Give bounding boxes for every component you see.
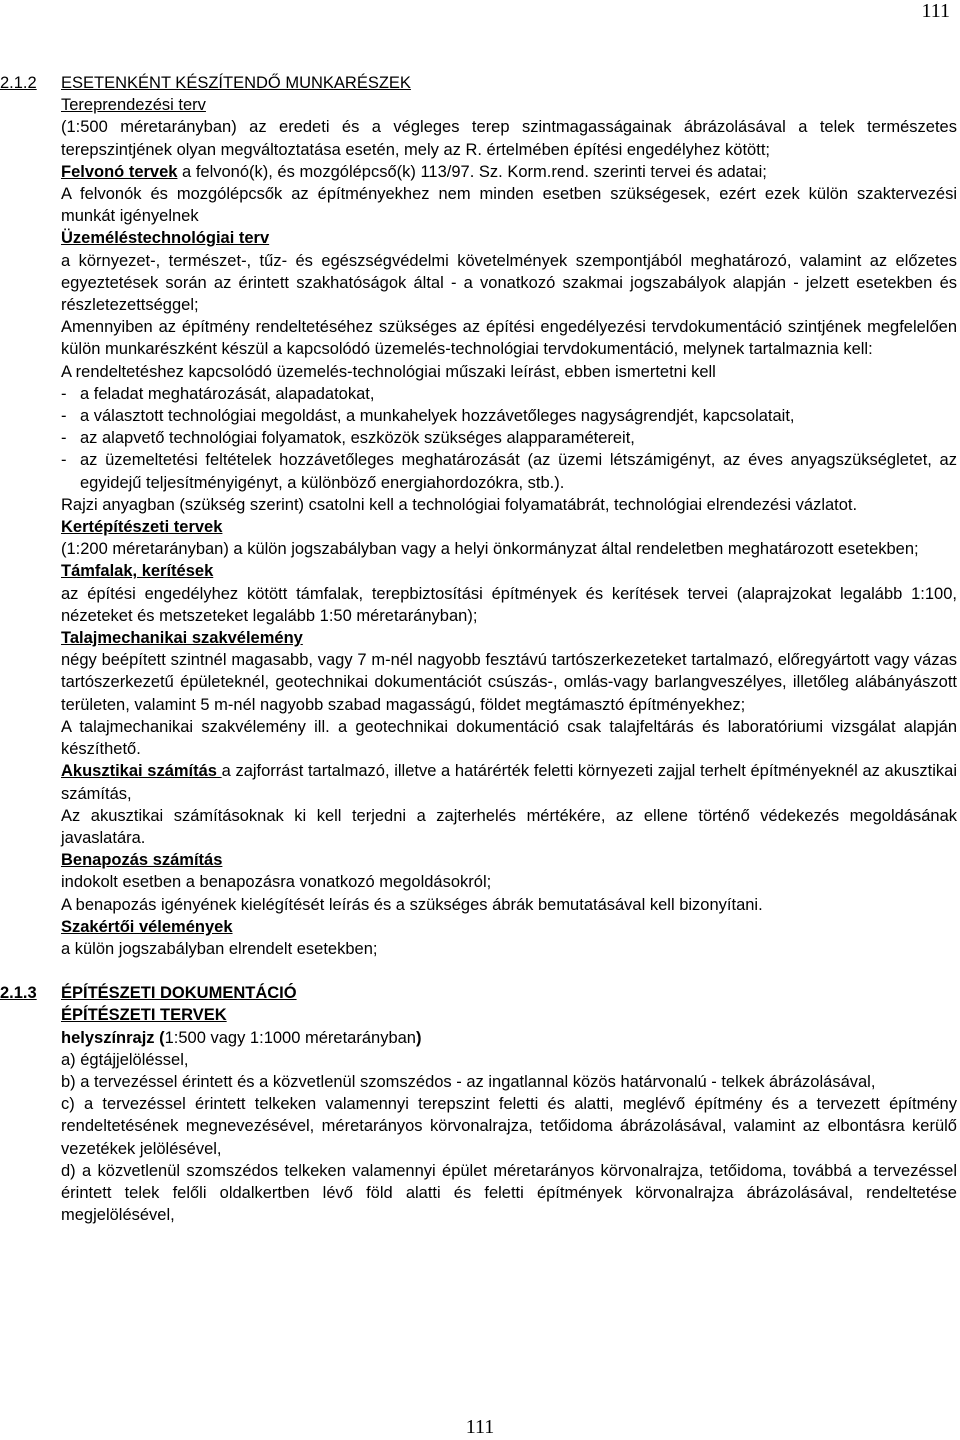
helyszinrajz-item: b) a tervezéssel érintett és a közvetlenül szomszédos - az ingatlannal közös határvonalú - telkek ábrázolásával, [61,1072,876,1091]
felvono-text: a felvonó(k), és mozgólépcső(k) 113/97. Sz. Korm.rend. szerinti tervei és adatai; [177,162,767,181]
tamfal-heading [0,560,960,582]
helyszinrajz-heading [0,1027,960,1049]
helyszinrajz-close: ) [415,1028,422,1047]
talaj-heading [0,627,960,649]
list-dash: - [61,429,67,448]
list-item-text: a feladat meghatározását, alapadatokat, [80,384,375,403]
list-item-text: az alapvető technológiai folyamatok, eszközök szükséges alapparamétereit, [80,429,635,448]
terep-paragraph: (1:500 méretarányban) az eredeti és a végleges terep szintmagasságainak ábrázolásával a telek természetes terepszintjének olyan megváltoztatása esetén, mely az R. értelmében építési engedélyhez kötött; [61,118,957,159]
talaj-title: Talajmechanikai szakvélemény [61,629,303,648]
list-item [0,449,960,493]
list-item-text: az üzemeltetési feltételek hozzávetőleges meghatározását (az üzemi létszámigényt, az éves anyagszükségletet, az egyidejű teljesítményigényt, a különböző energiahordozókra, stb.). [80,451,957,492]
benap-title: Benapozás számítás [61,851,223,870]
terep-title: Tereprendezési terv [61,96,206,115]
akusz-text: a zajforrást tartalmazó, illetve a határérték feletti környezeti zajjal terhelt építményeknél az akusztikai számítás, [61,762,957,803]
list-dash: - [61,384,67,403]
helyszinrajz-item: c) a tervezéssel érintett telkeken valamennyi terepszint feletti és alatti, meglévő építmény és a tervezett építmény rendeltetésének megnevezésével, méretarányos körvonalrajza, tetőidoma ábrázolásával, valamint az elbontásra kerülő vezetékek jelölésével, [61,1095,957,1158]
list-dash: - [61,451,67,470]
section-heading-2-1-2 [0,72,960,94]
szak-title: Szakértői vélemények [61,917,233,936]
szak-heading [0,916,960,938]
page-number-bottom: 111 [465,1416,495,1438]
benap-paragraph-2: A benapozás igényének kielégítését leírás és a szükséges ábrák bemutatásával kell bizonyítani. [61,895,763,914]
subsection-title: ÉPÍTÉSZETI TERVEK [61,1006,227,1025]
benap-heading [0,849,960,871]
uzem-title: Üzeméléstechnológiai terv [61,229,270,248]
section-title: ÉPÍTÉSZETI DOKUMENTÁCIÓ [61,984,297,1003]
felvono-paragraph [0,161,960,183]
helyszinrajz-title: helyszínrajz ( [61,1028,165,1047]
akusz-paragraph [0,760,960,804]
section-number: 2.1.2 [0,74,37,92]
kert-heading [0,516,960,538]
section-number: 2.1.3 [0,984,37,1003]
talaj-paragraph-1: négy beépített szintnél magasabb, vagy 7 m-nél nagyobb fesztávú tartószerkezeteket tartalmazó, előregyártott vagy vázas tartószerkezetű épületeknél, geotechnikai dokumentációt csúszás-, omlás-vagy barlangveszélyes, illetőleg alábányászott területen, valamint 5 m-nél nagyobb szabad magasságú, földet megtámasztó építményekhez; [61,651,957,714]
benap-paragraph-1: indokolt esetben a benapozásra vonatkozó megoldásokról; [61,873,492,892]
list-item [0,383,960,405]
list-item-text: a választott technológiai megoldást, a munkahelyek hozzávetőleges nagyságrendjét, kapcsolatait, [80,407,795,426]
subsection-heading [0,1004,960,1026]
list-item [0,427,960,449]
list-dash: - [61,407,67,426]
uzem-paragraph-1: a környezet-, természet-, tűz- és egészségvédelmi követelmények szempontjából meghatározó, valamint az előzetes egyeztetések során az érintett szakhatóságok által - a vonatkozó szakmai jogszabályok alapján - jelzett esetekben és részletezettséggel; [61,251,957,315]
document-body [0,72,960,1226]
helyszinrajz-item: d) a közvetlenül szomszédos telkeken valamennyi épület méretarányos körvonalrajza, tetőidoma, továbbá a tervezéssel érintett telek felőli oldalkertben lévő föld alatti és feletti építmények körvonalrajza ábrázolásával, rendeltetése megjelölésével, [61,1161,957,1225]
uzem-paragraph-2: Amennyiben az építmény rendeltetéséhez szükséges az építési engedélyezési tervdokumentáció szintjének megfelelően külön munkarészként készül a kapcsolódó üzemelés-technológiai tervdokumentáció, melynek tartalmaznia kell: [61,318,957,359]
talaj-paragraph-2: A talajmechanikai szakvélemény ill. a geotechnikai dokumentáció csak talajfeltárás és laboratóriumi vizsgálat alapján készíthető. [61,717,957,759]
terep-heading [0,94,960,116]
tamfal-title: Támfalak, kerítések [61,562,214,581]
list-item [0,405,960,427]
tamfal-paragraph: az építési engedélyhez kötött támfalak, terepbiztosítási építmények és kerítések tervei (alaprajzokat legalább 1:100, nézeteket és metszeteket legalább 1:50 méretarányban); [61,584,957,625]
page-number-top: 111 [921,0,950,22]
szak-paragraph: a külön jogszabályban elrendelt esetekben; [61,939,378,958]
section-gap [0,960,960,982]
uzem-heading [0,227,960,249]
kert-paragraph: (1:200 méretarányban) a külön jogszabályban vagy a helyi önkormányzat által rendeletben meghatározott esetekben; [61,540,919,559]
uzem-paragraph-4: Rajzi anyagban (szükség szerint) csatolni kell a technológiai folyamatábrát, technológiai elrendezési vázlatot. [61,495,858,514]
section-heading-2-1-3 [0,982,960,1004]
felvono-paragraph-2: A felvonók és mozgólépcsők az építményekhez nem minden esetben szükségesek, ezért ezek külön szaktervezési munkát igényelnek [61,185,957,226]
felvono-title: Felvonó tervek [61,162,178,181]
akusz-paragraph-2: Az akusztikai számításoknak ki kell terjedni a zajterhelés mértékére, az ellene történő védekezés megoldásának javaslatára. [61,806,957,847]
akusz-title: Akusztikai számítás [61,762,222,781]
section-title: ESETENKÉNT KÉSZÍTENDŐ MUNKARÉSZEK [61,74,411,92]
kert-title: Kertépítészeti tervek [61,518,223,537]
uzem-paragraph-3: A rendeltetéshez kapcsolódó üzemelés-technológiai műszaki leírást, ebben ismertetni kell [61,362,716,381]
helyszinrajz-item: a) égtájjelöléssel, [61,1050,189,1069]
helyszinrajz-scale: 1:500 vagy 1:1000 méretarányban [164,1028,416,1047]
